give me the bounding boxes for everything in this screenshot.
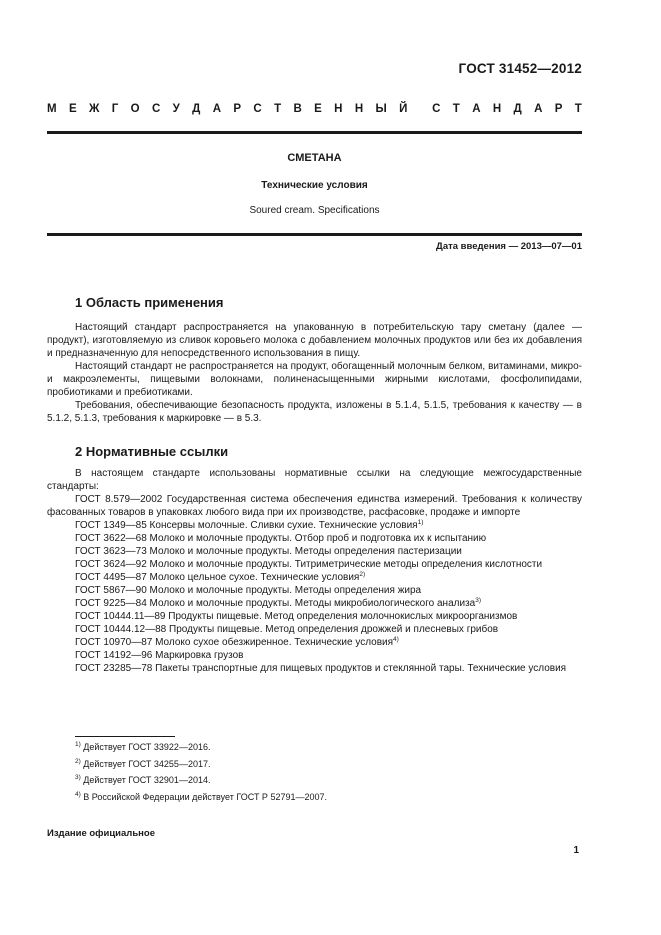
section-1-heading: 1 Область применения (75, 295, 224, 310)
footnote: $^{3)}$ Действует ГОСТ 32901—2014. (75, 774, 211, 785)
banner-letter: Н (334, 103, 343, 115)
reference-item: ГОСТ 3624—92 Молоко и молочные продукты. Титриметрические методы определения кислотности (75, 559, 543, 570)
banner-letter: Е (314, 103, 322, 115)
banner-letter: Н (354, 103, 364, 115)
banner-letter: Н (492, 103, 502, 115)
reference-item: ГОСТ 4495—87 Молоко цельное сухое. Технические условия$^{2)}$ (75, 571, 366, 583)
paragraph: Настоящий стандарт не распространяется на продукт, обогащенный молочным белком, витаминами, микро- и макроэлементы, пищевыми волокнами, полиненасыщенными жирными кислотами, фосфолипидами, пробиотиками и пребиотиками. (47, 361, 582, 398)
banner-letter: Д (513, 103, 522, 115)
introduction-date: Дата введения — 2013—07—01 (436, 241, 582, 252)
banner-letter: С (253, 103, 262, 115)
official-edition-label: Издание официальное (47, 828, 155, 839)
banner-letter: Д (192, 103, 201, 115)
banner-letter: Т (452, 103, 460, 115)
top-rule (47, 131, 582, 134)
interstate-standard-banner (47, 103, 582, 115)
footnote: $^{2)}$ Действует ГОСТ 34255—2017. (75, 757, 211, 769)
document-title: СМЕТАНА (287, 152, 342, 164)
section-1-body (47, 321, 582, 425)
title-rule (47, 233, 582, 236)
reference-item: ГОСТ 10444.11—89 Продукты пищевые. Метод определения молочнокислых микроорганизмов (75, 611, 518, 622)
footnote: $^{4)}$ В Российской Федерации действует ГОСТ Р 52791—2007. (75, 790, 327, 802)
reference-item: ГОСТ 10444.12—88 Продукты пищевые. Метод определения дрожжей и плесневых грибов (75, 624, 499, 635)
reference-item: ГОСТ 3623—73 Молоко и молочные продукты. Методы определения пастеризации (75, 546, 462, 557)
reference-item: ГОСТ 8.579—2002 Государственная система обеспечения единства измерений. Требования к количеству фасованных товаров в упаковках любого вида при их производстве, расфасовке, продаже и импорте (47, 494, 582, 518)
banner-letter: А (212, 103, 222, 115)
banner-letter: Е (68, 103, 77, 115)
reference-item: ГОСТ 1349—85 Консервы молочные. Сливки сухие. Технические условия$^{1)}$ (75, 519, 424, 531)
banner-letter: А (472, 103, 481, 115)
paragraph: Настоящий стандарт распространяется на упакованную в потребительскую тару сметану (далее — продукт), изготовляемую из сливок коровьего молока с добавлением молочных продуктов или без их добавления и предназначенную для непосредственного использования в пищу. (47, 322, 582, 359)
reference-item: ГОСТ 10970—87 Молоко сухое обезжиренное. Технические условия$^{4)}$ (75, 636, 399, 648)
banner-letter: С (432, 103, 441, 115)
banner-letter: А (534, 103, 543, 115)
footnotes (75, 739, 327, 805)
paragraph: Требования, обеспечивающие безопасность продукта, изложены в 5.1.4, 5.1.5, требования к качеству — в 5.1.2, 5.1.3, требования к маркировке — в 5.3. (47, 400, 582, 424)
banner-letter: М (47, 103, 57, 115)
reference-item: ГОСТ 23285—78 Пакеты транспортные для пищевых продуктов и стеклянной тары. Технические условия (75, 663, 567, 674)
banner-letter: Т (574, 103, 582, 115)
banner-letter: Ы (375, 103, 387, 115)
standard-number: ГОСТ 31452—2012 (458, 61, 582, 76)
banner-letter: О (130, 103, 140, 115)
section-2-body (47, 467, 582, 675)
reference-item: ГОСТ 5867—90 Молоко и молочные продукты. Методы определения жира (75, 585, 422, 596)
banner-letter: Й (399, 103, 408, 115)
banner-letter: С (151, 103, 161, 115)
page-number: 1 (573, 845, 579, 856)
banner-letter: Т (274, 103, 282, 115)
banner-letter: Ж (88, 103, 100, 115)
banner-letter: Р (233, 103, 242, 115)
footnote-separator (75, 736, 175, 737)
reference-item: ГОСТ 9225—84 Молоко и молочные продукты. Методы микробиологического анализа$^{3)}$ (75, 597, 481, 609)
english-title: Soured cream. Specifications (249, 205, 380, 216)
section-2-heading: 2 Нормативные ссылки (75, 444, 229, 459)
banner-letter: У (172, 103, 180, 115)
banner-letter: В (293, 103, 302, 115)
footnote: $^{1)}$ Действует ГОСТ 33922—2016. (75, 741, 211, 752)
reference-item: ГОСТ 14192—96 Маркировка грузов (75, 650, 244, 661)
banner-letter: Г (111, 103, 119, 115)
paragraph: В настоящем стандарте использованы нормативные ссылки на следующие межгосударственные стандарты: (47, 468, 582, 492)
reference-item: ГОСТ 3622—68 Молоко и молочные продукты. Отбор проб и подготовка их к испытанию (75, 533, 487, 544)
banner-letter: Р (554, 103, 563, 115)
document-subtitle: Технические условия (261, 180, 368, 191)
